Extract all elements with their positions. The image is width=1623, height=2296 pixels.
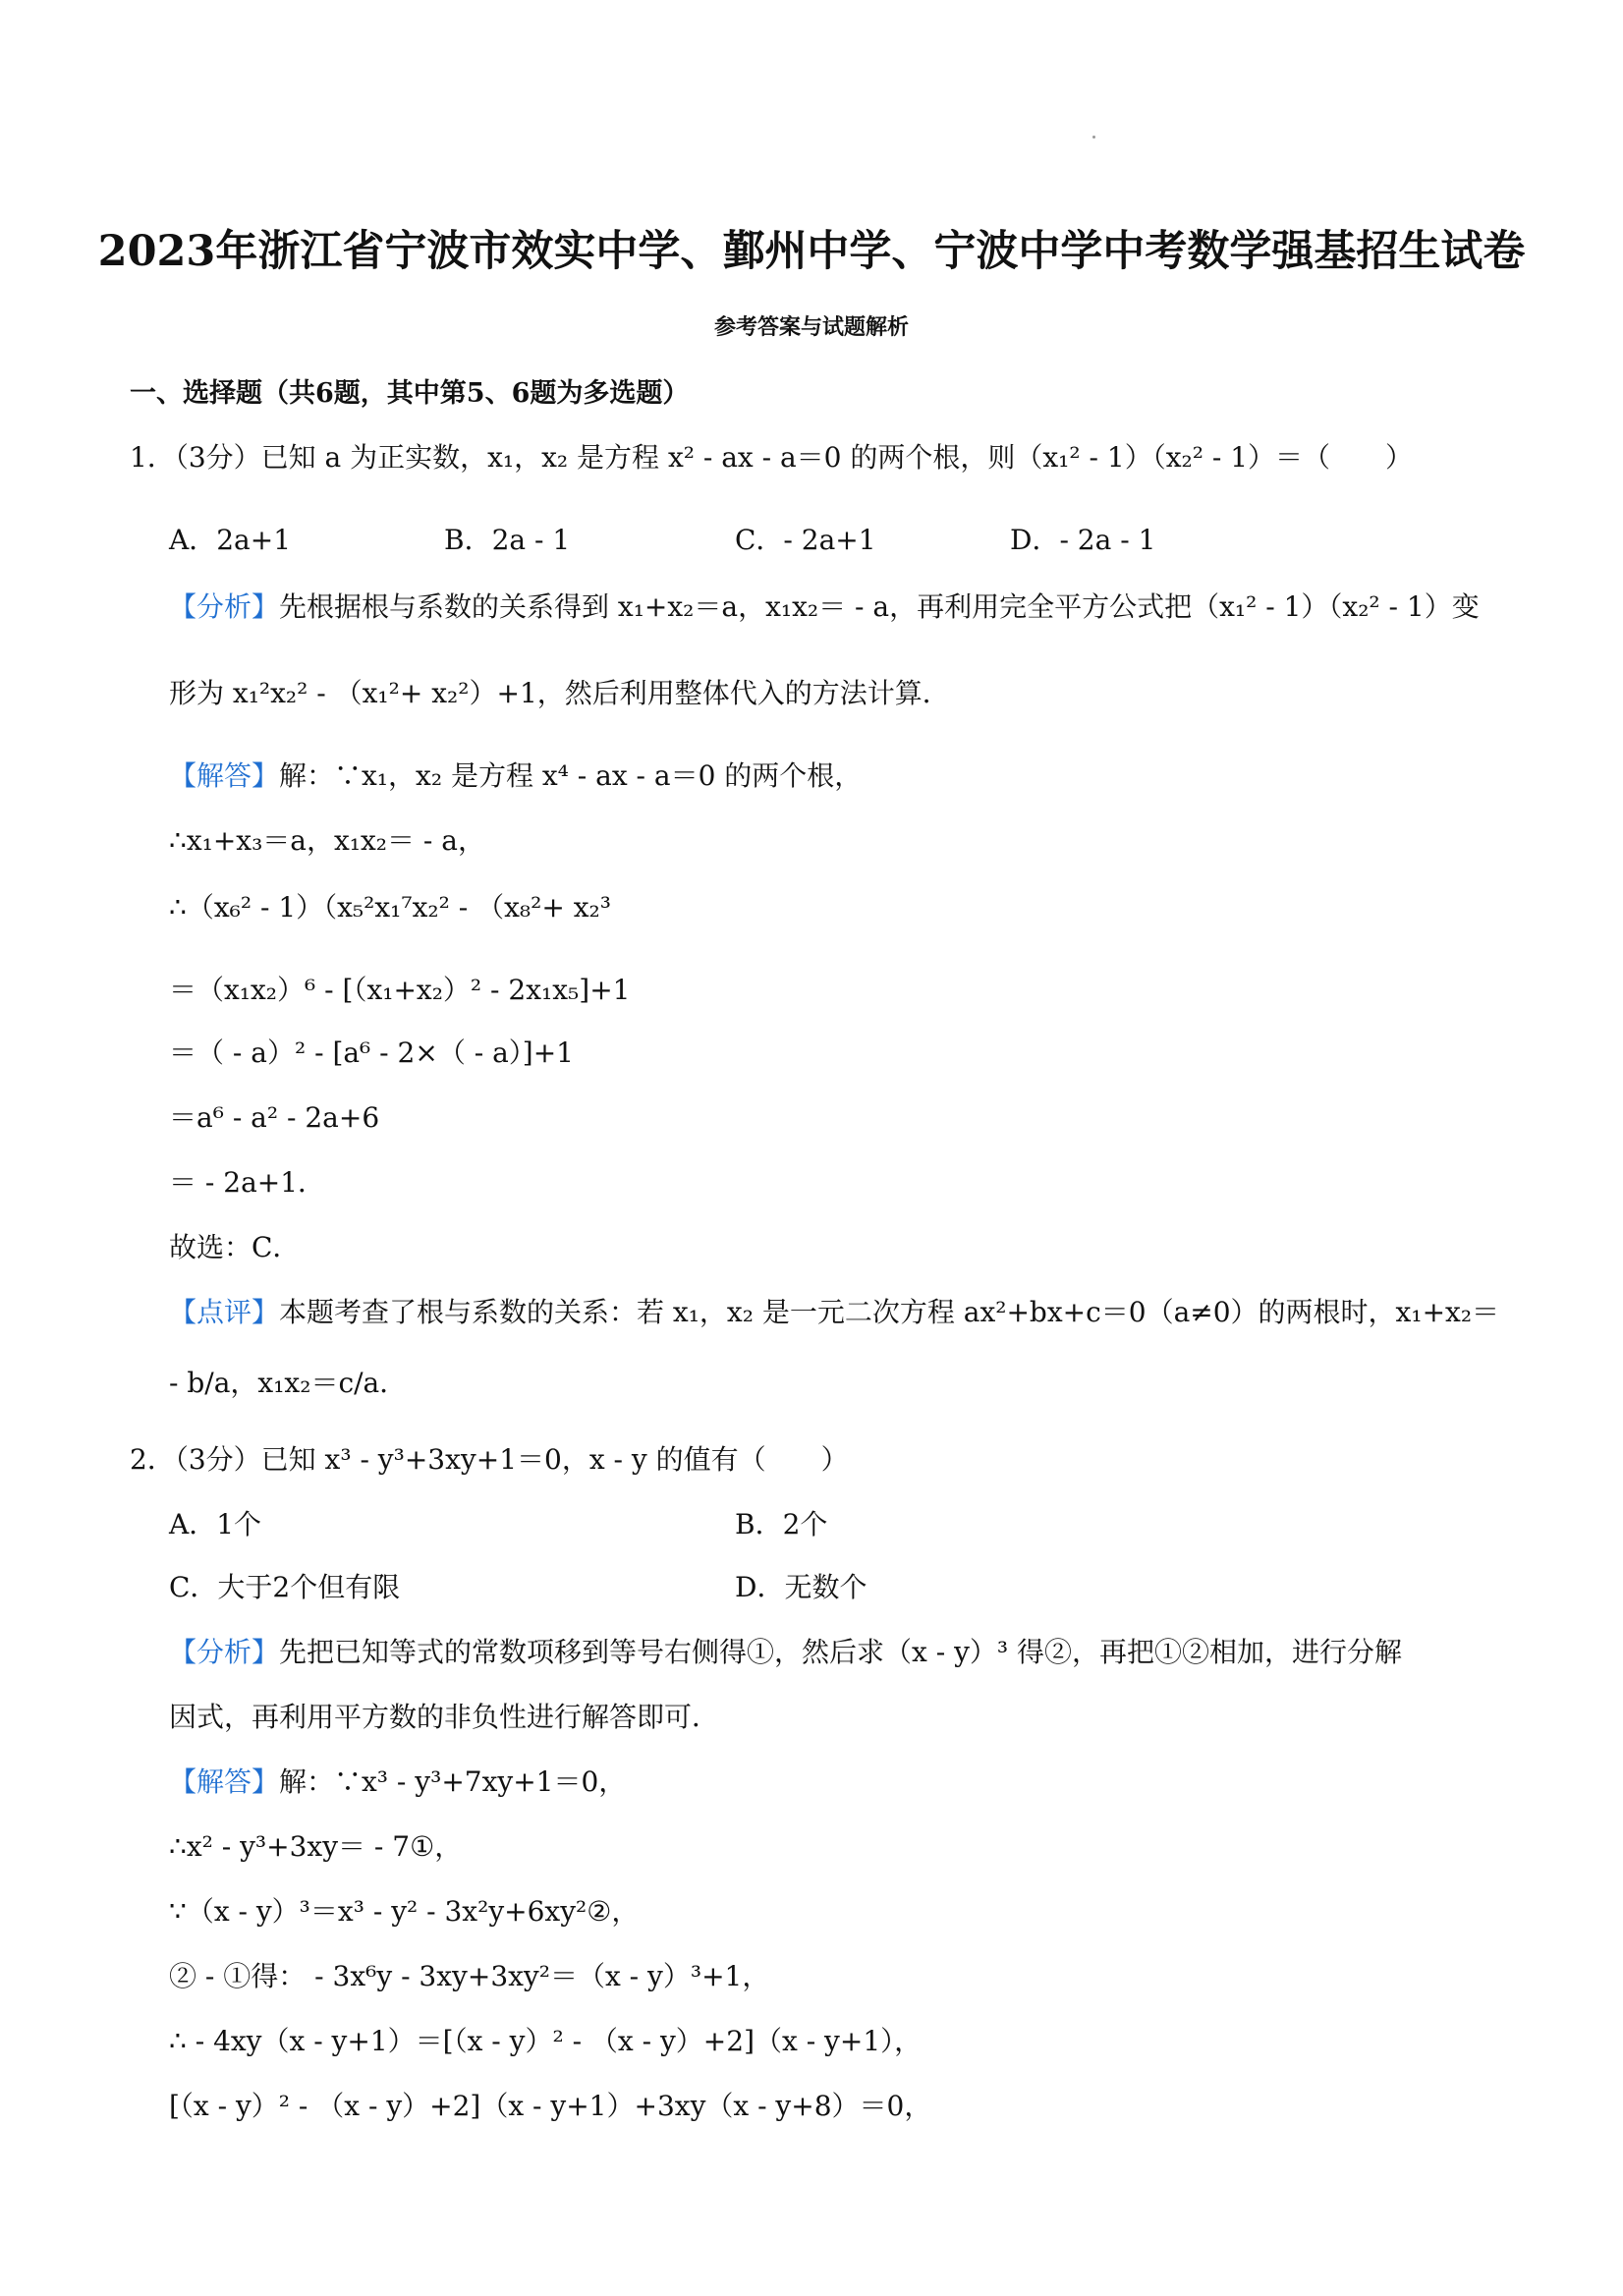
analysis-text: 先根据根与系数的关系得到 x₁+x₂＝a，x₁x₂＝ - a，再利用完全平方公式把（x₁² - 1）（x₂² - 1）变 xyxy=(279,590,1480,623)
question-2-stem: 2．（3分）已知 x³ - y³+3xy+1＝0，x - y 的值有（ ） xyxy=(130,1443,849,1476)
q1-step: ＝（x₁x₂）⁶ - [（x₁+x₂）² - 2x₁x₅]+1 xyxy=(169,974,631,1006)
q1-answer: 故选：C． xyxy=(169,1231,301,1263)
q2-analysis-line-1 xyxy=(169,1633,1402,1672)
comment-tag: 【点评】 xyxy=(169,1296,280,1328)
option-d: D．无数个 xyxy=(735,1571,867,1603)
section-heading: 一、选择题（共6题，其中第5、6题为多选题） xyxy=(130,378,690,409)
question-1-stem: 1．（3分）已知 a 为正实数，x₁，x₂ 是方程 x² - ax - a＝0 的两个根，则（x₁² - 1）（x₂² - 1）＝（ ） xyxy=(130,441,1414,474)
solution-text: 解：∵x₁，x₂ 是方程 x⁴ - ax - a＝0 的两个根， xyxy=(279,759,863,792)
option-a: A．1个 xyxy=(169,1508,262,1540)
q1-step: ＝ - 2a+1． xyxy=(169,1166,326,1199)
analysis-text: 先把已知等式的常数项移到等号右侧得①，然后求（x - y）³ 得②，再把①②相加，进行分解 xyxy=(279,1636,1403,1668)
option-c: C．大于2个但有限 xyxy=(169,1571,401,1603)
q1-analysis-line-2: 形为 x₁²x₂² - （x₁²+ x₂²）+1，然后利用整体代入的方法计算． xyxy=(169,677,950,709)
solution-text: 解：∵x³ - y³+7xy+1＝0， xyxy=(279,1765,627,1798)
q1-analysis-line-1 xyxy=(169,588,1480,627)
q1-comment-line-1 xyxy=(169,1293,1499,1332)
page-title: 2023年浙江省宁波市效实中学、鄞州中学、宁波中学中考数学强基招生试卷 xyxy=(97,227,1526,276)
option-d: D．- 2a - 1 xyxy=(1010,524,1156,556)
solution-tag: 【解答】 xyxy=(169,759,280,792)
speck xyxy=(1092,136,1095,139)
option-c: C．- 2a+1 xyxy=(735,524,876,556)
solution-tag: 【解答】 xyxy=(169,1765,280,1798)
analysis-tag: 【分析】 xyxy=(169,1636,280,1668)
option-b: B．2a - 1 xyxy=(444,524,571,556)
q2-step: ∵（x - y）³＝x³ - y² - 3x²y+6xy²②， xyxy=(169,1895,640,1928)
q2-step: [（x - y）² - （x - y）+2]（x - y+1）+3xy（x - y+8）＝0， xyxy=(169,2090,932,2122)
analysis-tag: 【分析】 xyxy=(169,590,280,623)
q1-step: ∴x₁+x₃＝a，x₁x₂＝ - a， xyxy=(169,824,485,857)
q1-comment-line-2: - b/a，x₁x₂＝c/a． xyxy=(169,1367,408,1399)
comment-text: 本题考查了根与系数的关系：若 x₁，x₂ 是一元二次方程 ax²+bx+c＝0（a≠0）的两根时，x₁+x₂＝ xyxy=(279,1296,1500,1328)
q1-step: ∴（x₆² - 1）（x₅²x₁⁷x₂² - （x₈²+ x₂³ xyxy=(169,891,611,924)
option-b: B．2个 xyxy=(735,1508,828,1540)
q1-step: ＝a⁶ - a² - 2a+6 xyxy=(169,1101,380,1134)
q2-step: ② - ①得： - 3x⁶y - 3xy+3xy²＝（x - y）³+1， xyxy=(169,1960,770,1992)
page-subtitle: 参考答案与试题解析 xyxy=(713,314,909,340)
q2-step: ∴x² - y³+3xy＝ - 7①， xyxy=(169,1830,463,1863)
q1-solution-line-1 xyxy=(169,756,862,796)
q2-solution-line-1 xyxy=(169,1763,626,1802)
q2-step: ∴ - 4xy（x - y+1）＝[（x - y）² - （x - y）+2]（x - y+1）， xyxy=(169,2025,923,2057)
q1-step: ＝（ - a）² - [a⁶ - 2×（ - a）]+1 xyxy=(169,1036,574,1069)
option-a: A．2a+1 xyxy=(169,524,292,556)
q2-analysis-line-2: 因式，再利用平方数的非负性进行解答即可． xyxy=(169,1701,720,1733)
